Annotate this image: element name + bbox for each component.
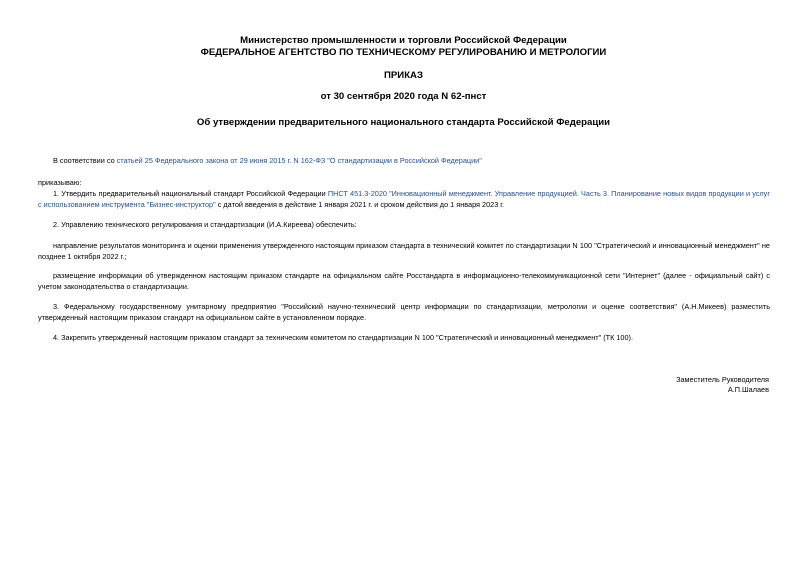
item-3-paragraph: 3. Федеральному государственному унитарному предприятию "Российский научно-технический центр информации по стандартизации, метрологии и оценке соответствия" (А.Н.Микеев) разместить утвержденный настоящим приказом стандарт на официальном сайте в установленном порядке. [38,302,770,322]
law-link[interactable]: статьей 25 Федерального закона от 29 июня 2015 г. N 162-ФЗ "О стандартизации в Российской Федерации" [116,156,482,165]
item-1-paragraph [38,188,770,210]
item-2b-paragraph: размещение информации об утвержденном настоящим приказом стандарте на официальном сайте Росстандарта в информационно-телекоммуникационной сети "Интернет" (далее - официальный сайт) с учетом законодательства о стандартизации. [38,271,770,291]
order-subject: Об утверждении предварительного национального стандарта Российской Федерации [196,117,611,128]
item-1-suffix: с датой введения в действие 1 января 2021 г. и сроком действия до 1 января 2023 г. [215,200,505,209]
item-2a-paragraph: направление результатов мониторинга и оценки применения утвержденного настоящим приказом стандарта в технический комитет по стандартизации N 100 "Стратегический и инновационный менеджмент" не позднее 1 октября 2022 г.; [38,241,770,261]
item-4-paragraph: 4. Закрепить утвержденный настоящим приказом стандарт за техническим комитетом по стандартизации N 100 "Стратегический и инновационный менеджмент" (ТК 100). [53,333,633,342]
item-2-paragraph: 2. Управлению технического регулирования и стандартизации (И.А.Киреева) обеспечить: [53,220,357,229]
intro-paragraph [38,155,770,166]
ministry-name: Министерство промышленности и торговли Российской Федерации [240,35,567,46]
order-title: ПРИКАЗ [384,70,423,81]
order-word: приказываю: [38,178,82,187]
standard-link[interactable]: ПНСТ 451.3-2020 "Инновационный менеджмент. Управление продукцией. Часть 3. Планирование новых видов продукции и услуг с использованием инструмента "Бизнес-инструктор" [38,189,770,209]
order-date: от 30 сентября 2020 года N 62-пнст [320,91,487,102]
signatory-position: Заместитель Руководителя [676,375,769,384]
agency-name: ФЕДЕРАЛЬНОЕ АГЕНТСТВО ПО ТЕХНИЧЕСКОМУ РЕГУЛИРОВАНИЮ И МЕТРОЛОГИИ [200,47,607,58]
signatory-name: А.П.Шалаев [727,385,769,394]
intro-prefix: В соответствии со [53,156,117,165]
item-1-prefix: 1. Утвердить предварительный национальный стандарт Российской Федерации [53,189,328,198]
